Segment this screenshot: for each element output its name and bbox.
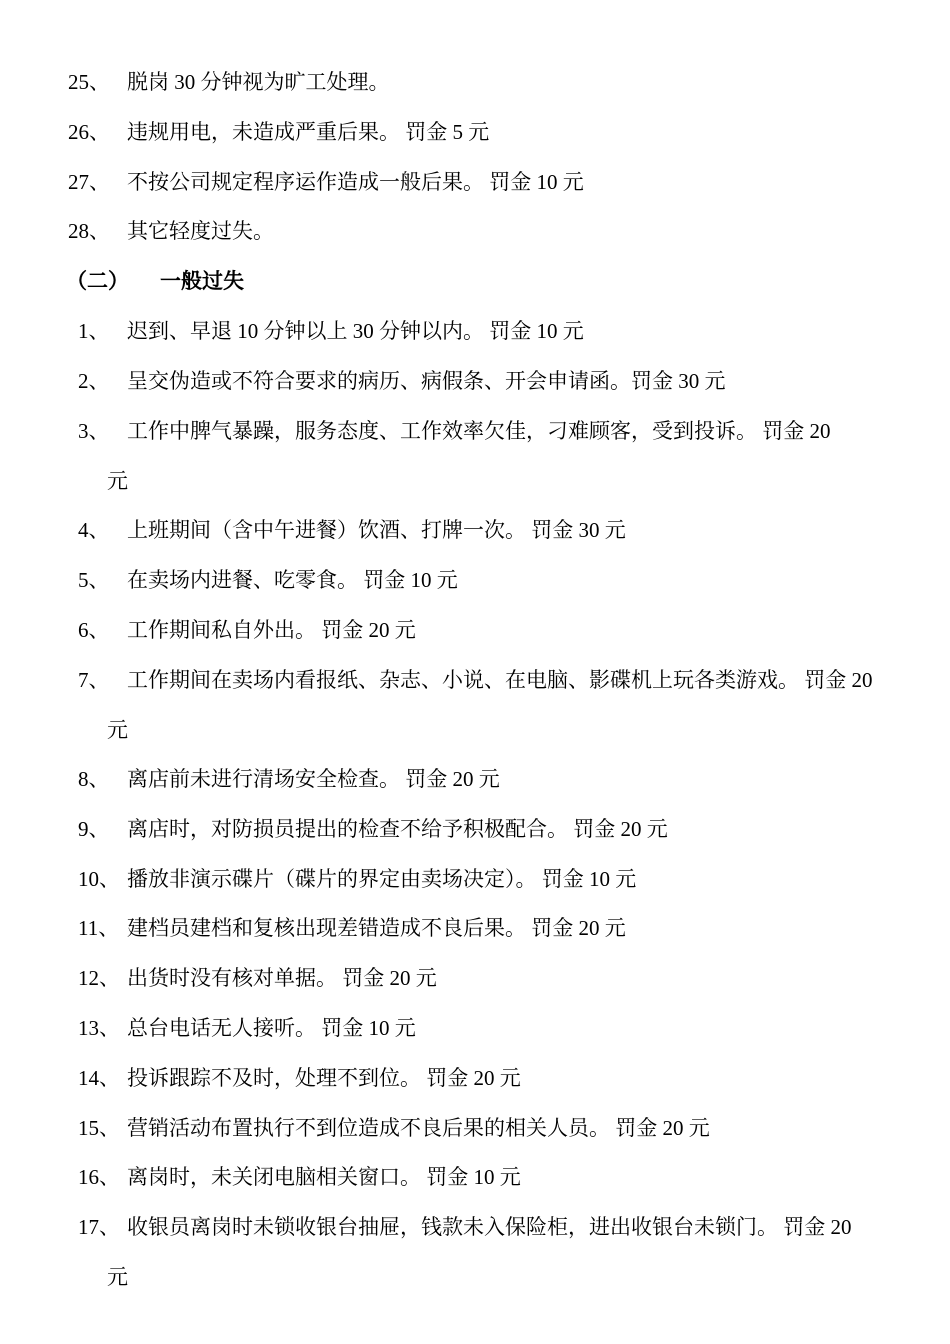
item-text: 工作期间在卖场内看报纸、杂志、小说、在电脑、影碟机上玩各类游戏。 罚金 20 — [127, 668, 873, 692]
item-text-continuation: 元 — [107, 1265, 128, 1289]
item-text: 脱岗 30 分钟视为旷工处理。 — [127, 70, 390, 94]
item-text: 工作期间私自外出。 罚金 20 元 — [127, 618, 416, 642]
item-text: 不按公司规定程序运作造成一般后果。 罚金 10 元 — [127, 170, 584, 194]
item-text: 在卖场内进餐、吃零食。 罚金 10 元 — [127, 568, 458, 592]
item-number: 14、 — [78, 1066, 120, 1090]
item-text: 收银员离岗时未锁收银台抽屉，钱款未入保险柜，进出收银台未锁门。 罚金 20 — [127, 1215, 852, 1239]
section-number: （二） — [66, 269, 129, 293]
item-number: 4、 — [78, 518, 110, 542]
item-number: 6、 — [78, 618, 110, 642]
item-text: 总台电话无人接听。 罚金 10 元 — [127, 1016, 416, 1040]
item-text: 违规用电，未造成严重后果。 罚金 5 元 — [127, 120, 490, 144]
item-number: 10、 — [78, 867, 120, 891]
item-number: 11、 — [78, 916, 120, 940]
item-text: 离店时，对防损员提出的检查不给予积极配合。 罚金 20 元 — [127, 817, 668, 841]
item-number: 16、 — [78, 1165, 120, 1189]
item-text: 工作中脾气暴躁，服务态度、工作效率欠佳，刁难顾客，受到投诉。 罚金 20 — [127, 419, 831, 443]
item-number: 2、 — [78, 369, 110, 393]
item-number: 3、 — [78, 419, 110, 443]
item-text: 呈交伪造或不符合要求的病历、病假条、开会申请函。罚金 30 元 — [127, 369, 726, 393]
item-text: 上班期间（含中午进餐）饮酒、打牌一次。 罚金 30 元 — [127, 518, 626, 542]
item-number: 15、 — [78, 1116, 120, 1140]
item-text: 迟到、早退 10 分钟以上 30 分钟以内。 罚金 10 元 — [127, 319, 584, 343]
item-number: 13、 — [78, 1016, 120, 1040]
item-text: 离店前未进行清场安全检查。 罚金 20 元 — [127, 767, 500, 791]
item-text: 其它轻度过失。 — [127, 219, 274, 243]
item-number: 25、 — [68, 70, 110, 94]
item-number: 26、 — [68, 120, 110, 144]
item-number: 5、 — [78, 568, 110, 592]
item-text-continuation: 元 — [107, 718, 128, 742]
item-number: 9、 — [78, 817, 110, 841]
item-number: 7、 — [78, 668, 110, 692]
item-text: 建档员建档和复核出现差错造成不良后果。 罚金 20 元 — [127, 916, 626, 940]
item-text: 离岗时，未关闭电脑相关窗口。 罚金 10 元 — [127, 1165, 521, 1189]
item-number: 28、 — [68, 219, 110, 243]
item-text: 播放非演示碟片（碟片的界定由卖场决定）。 罚金 10 元 — [127, 867, 637, 891]
item-number: 1、 — [78, 319, 110, 343]
item-text: 出货时没有核对单据。 罚金 20 元 — [127, 966, 437, 990]
item-number: 12、 — [78, 966, 120, 990]
item-number: 27、 — [68, 170, 110, 194]
item-text: 投诉跟踪不及时，处理不到位。 罚金 20 元 — [127, 1066, 521, 1090]
item-text: 营销活动布置执行不到位造成不良后果的相关人员。 罚金 20 元 — [127, 1116, 710, 1140]
item-text-continuation: 元 — [107, 469, 128, 493]
item-number: 17、 — [78, 1215, 120, 1239]
section-title: 一般过失 — [160, 269, 244, 293]
item-number: 8、 — [78, 767, 110, 791]
